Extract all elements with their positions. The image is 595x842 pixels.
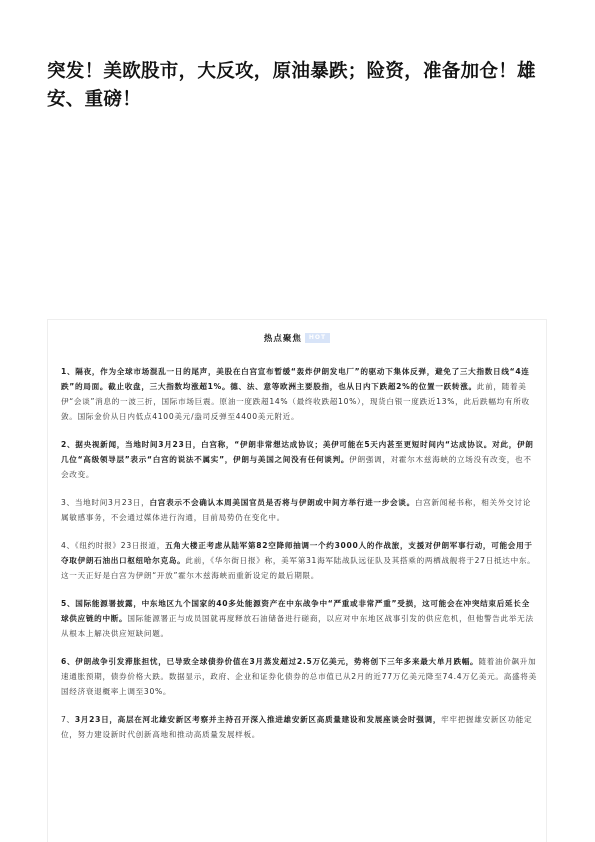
news-item-4: 4、《纽约时报》23日报道，五角大楼正考虑从陆军第82空降师抽调一个约3000人的作战旅，支援对伊朗军事行动，可能会用于夺取伊朗石油出口枢纽哈尔克岛。此前，《华尔街日报》称，美军第31海军陆战队远征队及其搭乘的两栖战舰将于27日抵达中东。这一天正好是白宫为伊朗“开放”霍尔木兹海峡而重新设定的最后期限。 [61,541,536,580]
hot-topics-panel [47,319,547,842]
news-item-3: 3、当地时间3月23日，白宫表示不会确认本周美国官员是否将与伊朗或中间方举行进一步会谈。白宫新闻秘书称，相关外交讨论属敏感事务，不会通过媒体进行沟通，目前局势仍在变化中。 [61,498,532,522]
panel-header [48,332,546,344]
news-list [61,364,537,755]
news-item-7: 7、3月23日，高层在河北雄安新区考察并主持召开深入推进雄安新区高质量建设和发展座谈会时强调，牢牢把握雄安新区功能定位，努力建设新时代创新高地和推动高质量发展样板。 [61,715,533,739]
hot-badge: HOT [305,333,330,343]
news-item-2: 2、据央视新闻，当地时间3月23日，白宫称，“伊朗非常想达成协议；美伊可能在5天内甚至更短时间内“达成协议。对此，伊朗几位“高级领导层”表示“白宫的说法不属实”，伊朗与美国之间没有任何谈判。伊朗强调，对霍尔木兹海峡的立场没有改变，也不会改变。 [61,440,534,479]
panel-heading: 热点聚焦 [263,334,302,344]
article-title: 突发！美欧股市，大反攻，原油暴跌；险资，准备加仓！雄安、重磅！ [47,61,536,110]
news-item-1: 1、隔夜，作为全球市场混乱一日的尾声，美股在白宫宣布暂缓“轰炸伊朗发电厂”的驱动下集体反弹，避免了三大指数日线“4连跌”的局面。截止收盘，三大指数均涨超1%。德、法、意等欧洲主要股指，也从日内下跌超2%的位置一跃转涨。此前，随着美伊“会谈”消息的一波三折，国际市场巨震。原油一度跌超14%（最终收跌超10%），现货白银一度跌近13%，此后跌幅均有所收敛。国际金价从日内低点4100美元/盎司反弹至4400美元附近。 [61,367,530,421]
news-item-5: 5、国际能源署披露，中东地区九个国家的40多处能源资产在中东战争中“严重或非常严重”受损，这可能会在冲突结束后延长全球供应链的中断。国际能源署正与成员国就再度释放石油储备进行磋商，以应对中东地区战事引发的供应危机，但他警告此举无法从根本上解决供应短缺问题。 [61,599,534,638]
news-item-6: 6、伊朗战争引发滞胀担忧，已导致全球债券价值在3月蒸发超过2.5万亿美元，势将创下三年多来最大单月跌幅。随着油价飙升加速通胀预期，债券价格大跌。数据显示，政府、企业和证券化债券的总市值已从2月的近77万亿美元降至74.4万亿美元。高盛将美国经济衰退概率上调至30%。 [61,657,537,696]
